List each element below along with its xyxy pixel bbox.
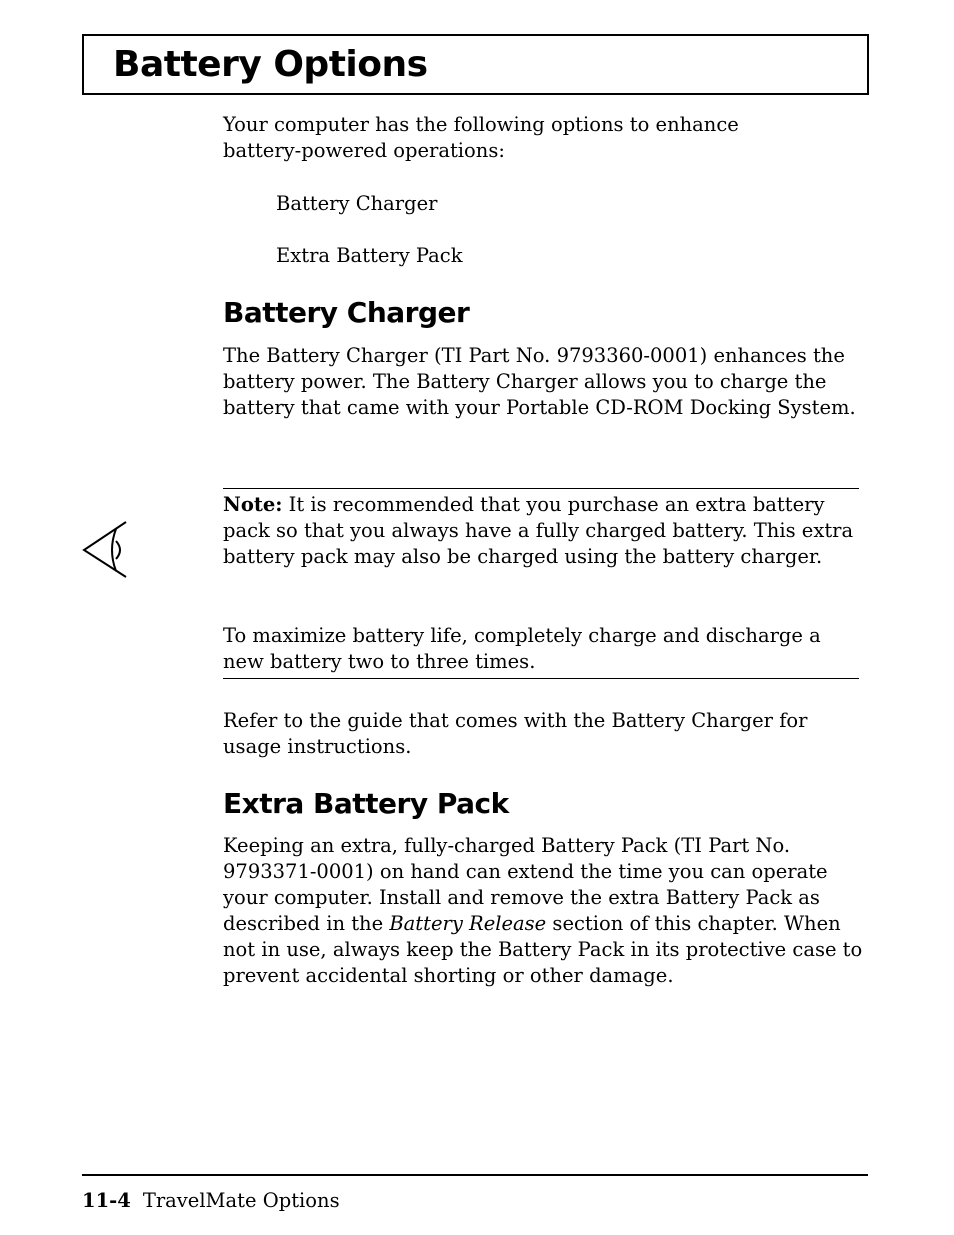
note-top-rule (223, 488, 859, 489)
option-item-extra-battery-pack: Extra Battery Pack (276, 244, 463, 267)
note-label: Note: (223, 493, 283, 516)
extra-pack-paragraph (223, 833, 863, 989)
note-paragraph (223, 492, 863, 570)
refer-paragraph: Refer to the guide that comes with the Battery Charger for usage instructions. (223, 709, 808, 758)
footer-label: TravelMate Options (142, 1189, 340, 1212)
eye-icon (80, 519, 132, 581)
extra-pack-text-1: Keeping an extra, fully-charged Battery Pack (TI Part No. 9793371-0001) on hand can extend the time you can operate your computer. Install and remove the extra Battery Pack as described in the (223, 834, 828, 935)
battery-charger-paragraph: The Battery Charger (TI Part No. 9793360-0001) enhances the battery power. The Battery Charger allows you to charge the battery that came with your Portable CD-ROM Docking System. (223, 344, 856, 419)
page-number: 11-4 (82, 1189, 131, 1212)
page-title: Battery Options (113, 44, 428, 85)
page-footer (82, 1188, 340, 1214)
page-title-box (82, 34, 869, 95)
heading-battery-charger: Battery Charger (223, 296, 470, 329)
note-paragraph-2: To maximize battery life, completely charge and discharge a new battery two to three times. (223, 624, 821, 673)
option-item-battery-charger: Battery Charger (276, 192, 438, 215)
battery-release-reference: Battery Release (389, 912, 547, 935)
intro-paragraph: Your computer has the following options to enhance battery-powered operations: (223, 113, 739, 162)
note-bottom-rule (223, 678, 859, 679)
footer-rule (82, 1174, 868, 1176)
note-text: It is recommended that you purchase an extra battery pack so that you always have a fully charged battery. This extra battery pack may also be charged using the battery charger. (223, 493, 854, 568)
extra-pack-text-2: section of this chapter. When not in use, always keep the Battery Pack in its protective case to prevent accidental shorting or other damage. (223, 912, 863, 987)
heading-extra-battery-pack: Extra Battery Pack (223, 787, 509, 820)
